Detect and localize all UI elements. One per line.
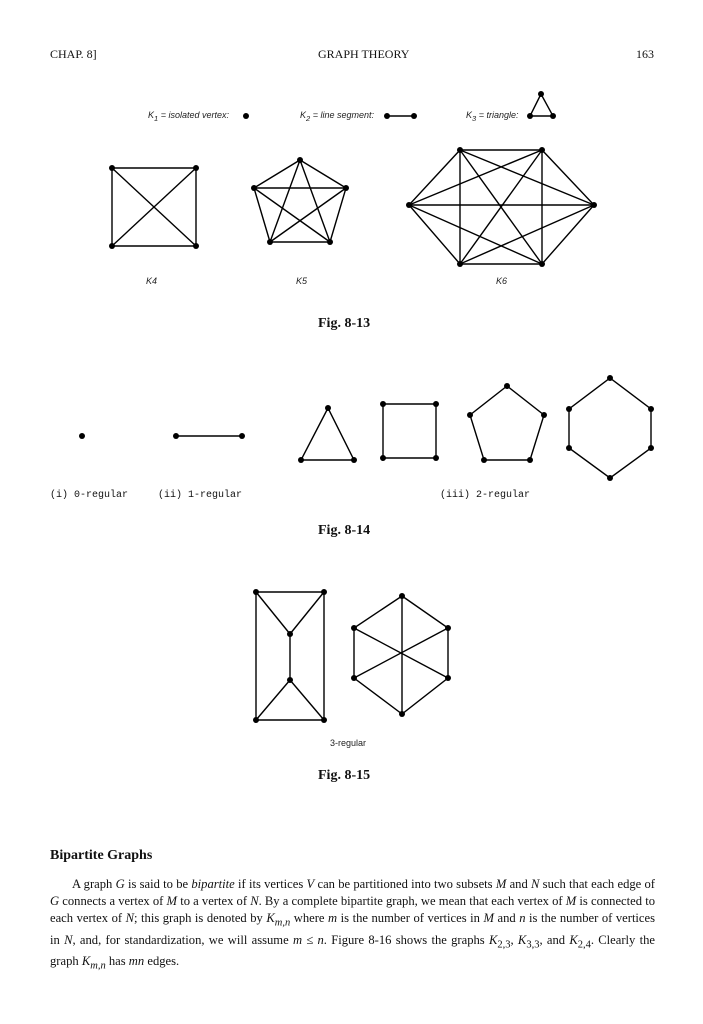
k4-graph <box>106 162 206 254</box>
running-head-title: GRAPH THEORY <box>318 47 410 61</box>
page-number: 163 <box>636 47 654 61</box>
k5-label: K5 <box>296 276 308 286</box>
k3-graph <box>524 88 560 124</box>
k3-label: $K_3$ = triangle: <box>466 110 519 123</box>
triangle-graph <box>296 404 360 466</box>
k33-hexagon-graph <box>346 590 458 724</box>
k2-label: $K_2$ = line segment: <box>300 110 374 123</box>
label-2-regular: (iii) 2-regular <box>440 490 531 501</box>
hexagon-graph <box>562 372 658 486</box>
square-graph <box>378 398 442 464</box>
0-regular-graph <box>74 428 90 444</box>
label-0-regular: (i) 0-regular <box>50 490 129 501</box>
running-head-chapter: CHAP. 8] <box>50 47 97 61</box>
k4-label: K4 <box>146 276 158 286</box>
k2-graph <box>383 108 423 124</box>
label-1-regular: (ii) 1-regular <box>158 490 243 501</box>
prism-graph <box>250 586 334 726</box>
label-3-regular: 3-regular <box>330 738 367 748</box>
section-heading: Bipartite Graphs <box>50 848 153 863</box>
figure-caption-8-13: Fig. 8-13 <box>318 316 371 331</box>
k1-graph <box>240 108 260 124</box>
k1-label: $K_1$ = isolated vertex: <box>148 110 229 123</box>
pentagon-graph <box>464 380 550 466</box>
1-regular-graph <box>172 428 248 444</box>
k6-graph <box>400 142 602 272</box>
figure-caption-8-15: Fig. 8-15 <box>318 768 371 783</box>
body-paragraph: A graph G is said to be bipartite if its vertices V can be partitioned into two subsets M and N such that each edge of G connects a vertex of M to a vertex of N. By a complete bipartite graph, we mean that each vertex of M is connected to each vertex of N; this graph is denoted by $K_{m,n}$ where m is the number of vertices in M and n is the number of vertices in N, and, for standardization, we will assume m ≤ n. Figure 8-16 shows the graphs $K_{2,3}$, $K_{3,3}$, and $K_{2,4}$. Clearly the graph $K_{m,n}$ has mn edges. <box>50 877 656 972</box>
k5-graph <box>243 150 357 250</box>
k6-label: K6 <box>496 276 508 286</box>
figure-caption-8-14: Fig. 8-14 <box>318 523 371 538</box>
